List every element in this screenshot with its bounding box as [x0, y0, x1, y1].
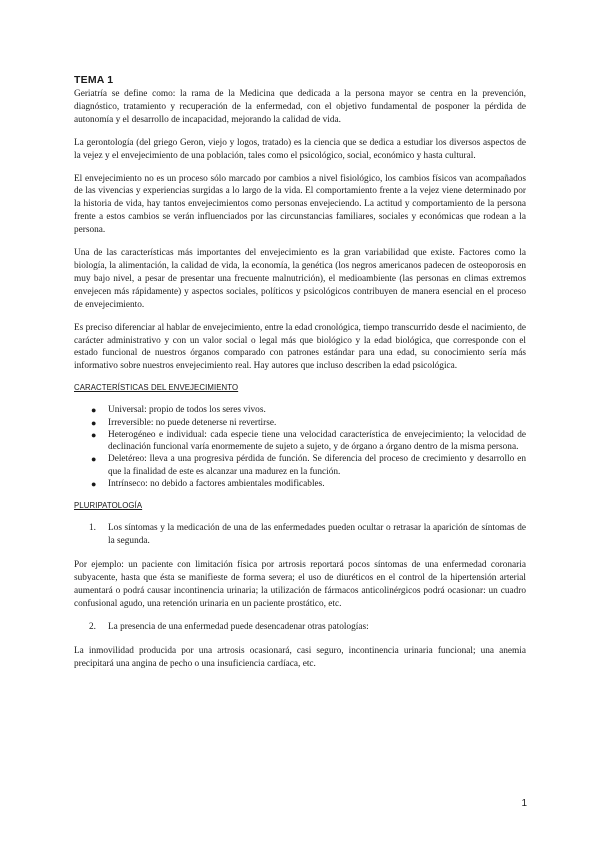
- numbered-item: [89, 522, 526, 548]
- paragraph-inmovilidad: La inmovilidad producida por una artrosis ocasionará, casi seguro, incontinencia urinaria funcional; una anemia precipitará una angina de pecho o una insuficiencia cardíaca, etc.: [74, 645, 526, 669]
- bullet-icon: ●: [91, 454, 97, 465]
- list-item: [91, 453, 526, 478]
- section-heading-caracteristicas: CARACTERÍSTICAS DEL ENVEJECIMIENTO: [74, 383, 239, 393]
- bullet-icon: ●: [91, 429, 97, 440]
- list-item-text: Heterogéneo e individual: cada especie tiene una velocidad característica de envejecimiento; la velocidad de declinación funcional varía enormemente de sujeto a sujeto, y de órgano a órgano dentro de la misma persona.: [108, 429, 526, 453]
- list-item: [91, 478, 526, 490]
- list-item-text: Irreversible: no puede detenerse ni revertirse.: [108, 417, 277, 428]
- list-item: [91, 429, 526, 454]
- paragraph-ejemplo: Por ejemplo: un paciente con limitación física por artrosis reportará pocos síntomas de una enfermedad coronaria subyacente, hasta que ésta se manifieste de forma severa; el uso de diuréticos en el control de la hipertensión arterial aumentará o podrá causar incontinencia urinaria; la utilización de fármacos anticolinérgicos podrá ocasionar: un cuadro confusional agudo, una retención urinaria en un paciente prostático, etc.: [74, 560, 526, 609]
- numbered-item-text: La presencia de una enfermedad puede desencadenar otras patologías:: [108, 621, 369, 632]
- paragraph-geriatria: Geriatría se define como: la rama de la Medicina que dedicada a la persona mayor se centra en la prevención, diagnóstico, tratamiento y recuperación de la enfermedad, con el objetivo fundamental de posponer la pérdida de autonomía y el desarrollo de incapacidad, mejorando la calidad de vida.: [74, 89, 526, 125]
- bullet-icon: ●: [91, 479, 97, 489]
- item-number: 2.: [89, 621, 96, 632]
- list-item-text: Deletéreo: lleva a una progresiva pérdida de función. Se diferencia del proceso de crecimiento y desarrollo en que la finalidad de este es alcanzar una madurez en la función.: [108, 454, 526, 477]
- paragraph-edad: Es preciso diferenciar al hablar de envejecimiento, entre la edad cronológica, tiempo transcurrido desde el nacimiento, de carácter administrativo y con un valor social o legal más que biológico y la edad biológica, que corresponde con el estado funcional de nuestros órganos comparado con patrones estándar para una edad, su conocimiento sería más informativo sobre nuestros envejecimiento real. Hay autores que incluso describen la edad psicológica.: [74, 322, 526, 372]
- caracteristicas-list: [74, 404, 526, 490]
- page-content: [74, 74, 526, 680]
- paragraph-envejecimiento-proceso: El envejecimiento no es un proceso sólo marcado por cambios a nivel fisiológico, los cambios físicos van acompañados de las vivencias y experiencias surgidas a lo largo de la vida. El comportamiento frente a la vejez viene determinado por la historia de vida, hay tantos envejecimientos como personas envejeciendo. La actitud y comportamiento de la persona frente a estos cambios se verán influenciados por las circunstancias familiares, sociales y económicas que rodean a la persona.: [74, 173, 526, 236]
- section-heading-pluripatologia: PLURIPATOLOGÍA: [74, 501, 143, 511]
- paragraph-variabilidad: Una de las características más importantes del envejecimiento es la gran variabilidad que existe. Factores como la biología, la alimentación, la calidad de vida, la economía, la genética (los negros americanos padecen de osteoporosis en muy bajo nivel, a pesar de presentar una frecuente malnutrición), el medioambiente (las personas en climas extremos envejecen más rápidamente) y aspectos sociales, políticos y psicológicos contribuyen de manera esencial en el proceso de envejecimiento.: [74, 248, 526, 310]
- bullet-icon: ●: [91, 405, 97, 416]
- bullet-icon: ●: [91, 417, 97, 428]
- list-item-text: Universal: propio de todos los seres vivos.: [108, 405, 266, 416]
- page-title: TEMA 1: [74, 74, 114, 86]
- numbered-item: [89, 621, 526, 634]
- list-item: [91, 417, 526, 429]
- pluripatologia-item-1: [74, 522, 526, 548]
- list-item: [91, 404, 526, 416]
- page-number: 1: [521, 798, 527, 809]
- list-item-text: Intrínseco: no debido a factores ambientales modificables.: [108, 479, 325, 489]
- paragraph-gerontologia: La gerontología (del griego Geron, viejo y logos, tratado) es la ciencia que se dedica a estudiar los diversos aspectos de la vejez y el envejecimiento de una población, tales como el psicológico, social, económico y hasta cultural.: [74, 137, 526, 161]
- item-number: 1.: [89, 523, 96, 534]
- pluripatologia-item-2: [74, 621, 526, 634]
- numbered-item-text: Los síntomas y la medicación de una de las enfermedades pueden ocultar o retrasar la aparición de síntomas de la segunda.: [108, 523, 526, 547]
